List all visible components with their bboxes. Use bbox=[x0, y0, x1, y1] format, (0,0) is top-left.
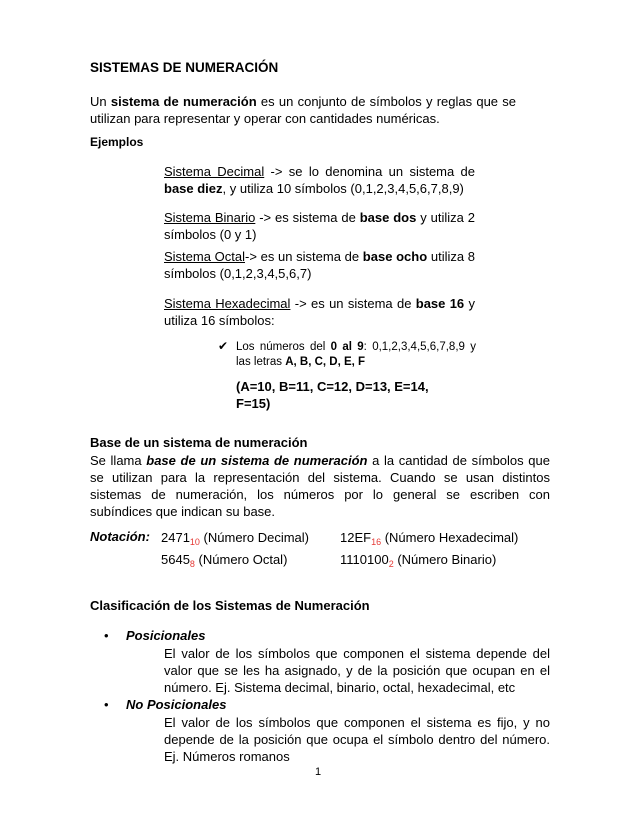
hex-symbols-text: Los números del bbox=[236, 341, 331, 353]
notation-subscript: 2 bbox=[388, 559, 394, 569]
example-hexa-name: Sistema Hexadecimal bbox=[164, 296, 291, 311]
notation-binario bbox=[340, 552, 496, 569]
classification-item-title: Posicionales bbox=[126, 628, 206, 643]
example-decimal bbox=[164, 163, 475, 197]
base-text: Se llama bbox=[90, 453, 147, 468]
base-heading: Base de un sistema de numeración bbox=[90, 435, 308, 450]
example-decimal-text: -> se lo denomina un sistema de bbox=[264, 164, 476, 179]
example-decimal-name: Sistema Decimal bbox=[164, 164, 265, 179]
base-bold-italic-term: base de un sistema de numeración bbox=[146, 453, 368, 468]
checkmark-icon: ✔ bbox=[218, 339, 229, 353]
example-binario-name: Sistema Binario bbox=[164, 210, 256, 225]
hex-symbols-text-2: : 0,1,2,3,4,5,6,7,8,9 y las letras bbox=[236, 341, 476, 368]
example-binario-bold: base dos bbox=[359, 210, 417, 225]
base-paragraph bbox=[90, 452, 550, 520]
example-octal-name: Sistema Octal bbox=[164, 249, 245, 264]
example-binario bbox=[164, 209, 475, 243]
example-octal-bold: base ocho bbox=[362, 249, 428, 264]
hex-values: (A=10, B=11, C=12, D=13, E=14, F=15) bbox=[236, 379, 429, 411]
example-binario-text-2: y utiliza 2 símbolos (0 y 1) bbox=[164, 210, 475, 242]
example-hexadecimal bbox=[164, 295, 475, 329]
example-decimal-bold: base diez bbox=[164, 181, 223, 196]
notation-desc: (Número Hexadecimal) bbox=[381, 530, 519, 545]
notation-desc: (Número Decimal) bbox=[199, 530, 310, 545]
bullet-icon: • bbox=[104, 697, 109, 712]
notation-number: 1110100 bbox=[340, 552, 389, 567]
hex-symbols-bold-range: 0 al 9 bbox=[330, 341, 364, 353]
intro-text-rest: es un conjunto de símbolos y reglas que se utilizan para representar y operar con cantidades numéricas. bbox=[90, 94, 517, 126]
notation-desc: (Número Octal) bbox=[194, 552, 288, 567]
classification-item-title: No Posicionales bbox=[126, 697, 227, 712]
example-hexa-text-2: y utiliza 16 símbolos: bbox=[164, 296, 475, 328]
intro-bold-term: sistema de numeración bbox=[110, 94, 257, 109]
page-number: 1 bbox=[315, 766, 322, 778]
notation-number: 12EF bbox=[340, 530, 372, 545]
notation-subscript: 10 bbox=[189, 537, 200, 547]
notation-number: 5645 bbox=[161, 552, 190, 567]
example-octal bbox=[164, 248, 475, 282]
notation-desc: (Número Binario) bbox=[393, 552, 497, 567]
notation-hexadecimal bbox=[340, 530, 518, 547]
example-octal-text-2: utiliza 8 símbolos (0,1,2,3,4,5,6,7) bbox=[164, 249, 476, 281]
examples-heading: Ejemplos bbox=[90, 135, 144, 149]
intro-paragraph bbox=[90, 93, 516, 127]
classification-heading: Clasificación de los Sistemas de Numeración bbox=[90, 598, 370, 613]
page-title: SISTEMAS DE NUMERACIÓN bbox=[90, 60, 279, 75]
bullet-icon: • bbox=[104, 628, 109, 643]
notation-subscript: 16 bbox=[371, 537, 382, 547]
intro-text: Un bbox=[90, 94, 111, 109]
example-hexa-text: -> es un sistema de bbox=[290, 296, 416, 311]
notation-octal bbox=[161, 552, 287, 569]
base-text-rest: a la cantidad de símbolos que se utilizan para la representación del sistema. Cuando se usan distintos sistemas de numeración, los números por lo general se escriben con subíndices que indican su base. bbox=[90, 453, 550, 519]
notation-number: 2471 bbox=[161, 530, 190, 545]
example-octal-text: -> es un sistema de bbox=[245, 249, 363, 264]
example-decimal-text-2: , y utiliza 10 símbolos (0,1,2,3,4,5,6,7,8,9) bbox=[222, 181, 464, 196]
notation-subscript: 8 bbox=[189, 559, 195, 569]
notation-label: Notación: bbox=[90, 529, 150, 544]
example-hexa-bold: base 16 bbox=[415, 296, 465, 311]
notation-decimal bbox=[161, 530, 309, 547]
hex-symbols-item bbox=[236, 340, 476, 370]
classification-item-text: El valor de los símbolos que componen el sistema es fijo, y no depende de la posición que ocupa el símbolo dentro del número. Ej. Números romanos bbox=[164, 715, 550, 764]
hex-symbols-bold-letters: A, B, C, D, E, F bbox=[285, 356, 366, 368]
classification-item-text: El valor de los símbolos que componen el sistema depende del valor que se les ha asignado, y de la posición que ocupan en el número. Ej. Sistema decimal, binario, octal, hexadecimal, etc bbox=[164, 646, 550, 695]
example-binario-text: -> es sistema de bbox=[255, 210, 360, 225]
